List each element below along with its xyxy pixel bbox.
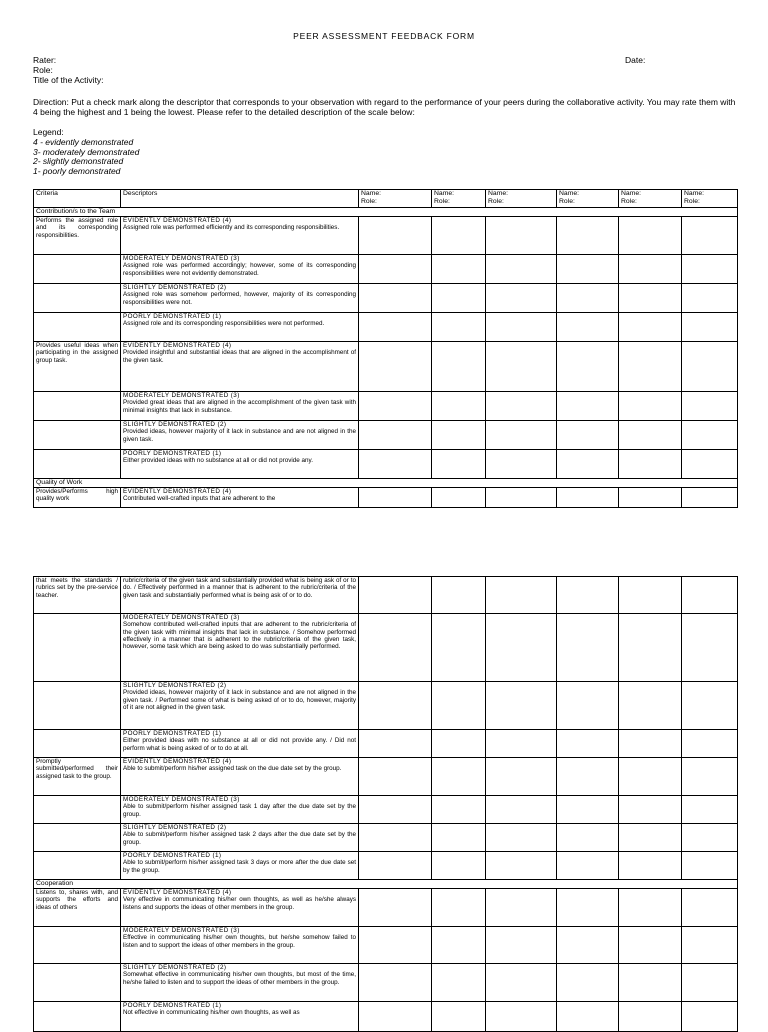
descriptor-cell: SLIGHTLY DEMONSTRATED (2) Somewhat effective in communicating his/her own thoughts, but most of the time, he/she failed to listen and to support the ideas of other members in the group. <box>121 964 359 1002</box>
rating-cell[interactable] <box>682 614 738 682</box>
descriptor-cell: MODERATELY DEMONSTRATED (3) Assigned role was performed accordingly; however, some of its corresponding responsibilities were not evidently demonstrated. <box>121 255 359 284</box>
rating-cell[interactable] <box>682 927 738 964</box>
section-title: Quality of Work <box>34 479 359 488</box>
rating-cell[interactable] <box>486 577 557 614</box>
peer-header: Name: Role: <box>486 190 557 208</box>
rating-cell[interactable] <box>682 964 738 1002</box>
assessment-table-page-1 <box>33 189 738 508</box>
rating-cell[interactable] <box>619 730 682 758</box>
date-label: Date: <box>625 55 646 65</box>
rating-cell[interactable] <box>682 284 738 313</box>
criterion-cell: Performs the assigned role and its corresponding responsibilities. <box>34 217 121 255</box>
descriptor-cell: EVIDENTLY DEMONSTRATED (4) Contributed well-crafted inputs that are adherent to the <box>121 488 359 508</box>
descriptor-cell: POORLY DEMONSTRATED (1) Either provided ideas with no substance at all or did not provide any. <box>121 450 359 479</box>
table-row <box>34 284 738 313</box>
rating-cell[interactable] <box>359 421 432 450</box>
rating-cell[interactable] <box>557 342 619 392</box>
rating-cell[interactable] <box>682 421 738 450</box>
rating-cell[interactable] <box>432 255 486 284</box>
rating-cell[interactable] <box>359 796 432 824</box>
rating-cell[interactable] <box>557 1002 619 1032</box>
rating-cell[interactable] <box>359 217 432 255</box>
rating-cell[interactable] <box>359 255 432 284</box>
rating-cell[interactable] <box>682 255 738 284</box>
rating-cell[interactable] <box>486 964 557 1002</box>
rating-cell[interactable] <box>682 392 738 421</box>
rating-cell[interactable] <box>432 284 486 313</box>
rating-cell[interactable] <box>486 682 557 730</box>
rating-cell[interactable] <box>432 614 486 682</box>
descriptor-cell: EVIDENTLY DEMONSTRATED (4) Very effective in communicating his/her own thoughts, as well as he/she always listens and supports the ideas of other members in the group. <box>121 889 359 927</box>
rating-cell[interactable] <box>432 796 486 824</box>
rating-cell[interactable] <box>359 889 432 927</box>
rating-cell[interactable] <box>486 824 557 852</box>
rating-cell[interactable] <box>557 796 619 824</box>
rating-cell[interactable] <box>359 342 432 392</box>
descriptor-cell: SLIGHTLY DEMONSTRATED (2) Provided ideas, however majority of it lack in substance and are not aligned in the given task. / Performed some of what is being asked of or to do, however, majority of it are not aligned in the given task. <box>121 682 359 730</box>
peer-header: Name: Role: <box>619 190 682 208</box>
rating-cell[interactable] <box>619 488 682 508</box>
rating-cell[interactable] <box>682 682 738 730</box>
section-row <box>34 208 738 217</box>
rating-cell[interactable] <box>557 614 619 682</box>
descriptor-cell: SLIGHTLY DEMONSTRATED (2) Provided ideas, however majority of it lack in substance and are not aligned in the given task. <box>121 421 359 450</box>
peer-header: Name: Role: <box>432 190 486 208</box>
rating-cell[interactable] <box>682 313 738 342</box>
table-header-row <box>34 190 738 208</box>
rating-cell[interactable] <box>486 614 557 682</box>
descriptor-cell: rubric/criteria of the given task and substantially provided what is being ask of or to do. / Effectively performed in a manner that is adherent to the rubric/criteria of the given task and substantially performed what is being ask of or to do. <box>121 577 359 614</box>
rating-cell[interactable] <box>557 730 619 758</box>
rating-cell[interactable] <box>682 450 738 479</box>
rating-cell[interactable] <box>432 450 486 479</box>
role-label: Role: <box>33 65 53 75</box>
rating-cell[interactable] <box>359 758 432 796</box>
peer-header: Name: Role: <box>359 190 432 208</box>
rating-cell[interactable] <box>619 392 682 421</box>
rating-cell[interactable] <box>557 313 619 342</box>
rating-cell[interactable] <box>359 577 432 614</box>
rating-cell[interactable] <box>619 255 682 284</box>
rating-cell[interactable] <box>557 450 619 479</box>
rating-cell[interactable] <box>619 758 682 796</box>
table-row <box>34 255 738 284</box>
rating-cell[interactable] <box>486 889 557 927</box>
rating-cell[interactable] <box>486 852 557 880</box>
rating-cell[interactable] <box>619 927 682 964</box>
rating-cell[interactable] <box>432 577 486 614</box>
table-row <box>34 964 738 1002</box>
criteria-header: Criteria <box>34 190 121 208</box>
criterion-cell: Provides useful ideas when participating in the assigned group task. <box>34 342 121 392</box>
rating-cell[interactable] <box>432 852 486 880</box>
criterion-cell: Promptly submitted/performed their assigned task to the group. <box>34 758 121 796</box>
table-row <box>34 450 738 479</box>
legend-item-4: 4 - evidently demonstrated <box>33 136 134 147</box>
rating-cell[interactable] <box>486 730 557 758</box>
table-row <box>34 889 738 927</box>
table-row <box>34 796 738 824</box>
activity-title-label: Title of the Activity: <box>33 75 104 85</box>
rating-cell[interactable] <box>432 824 486 852</box>
rating-cell[interactable] <box>359 927 432 964</box>
legend-title: Legend: <box>33 127 64 137</box>
criterion-cell: Listens to, shares with, and supports the efforts and ideas of others <box>34 889 121 927</box>
rating-cell[interactable] <box>557 852 619 880</box>
rating-cell[interactable] <box>619 1002 682 1032</box>
rating-cell[interactable] <box>486 284 557 313</box>
rating-cell[interactable] <box>557 255 619 284</box>
table-row <box>34 824 738 852</box>
descriptor-cell: POORLY DEMONSTRATED (1) Able to submit/perform his/her assigned task 3 days or more after the due date set by the group. <box>121 852 359 880</box>
rating-cell[interactable] <box>432 217 486 255</box>
table-row <box>34 392 738 421</box>
rating-cell[interactable] <box>557 217 619 255</box>
legend-item-2: 2- slightly demonstrated <box>33 156 124 167</box>
criterion-cell: that meets the standards / rubrics set by the pre-service teacher. <box>34 577 121 614</box>
rating-cell[interactable] <box>557 964 619 1002</box>
rating-cell[interactable] <box>432 964 486 1002</box>
table-row <box>34 852 738 880</box>
rating-cell[interactable] <box>619 824 682 852</box>
table-row <box>34 614 738 682</box>
rating-cell[interactable] <box>682 488 738 508</box>
table-row <box>34 927 738 964</box>
peer-header: Name: Role: <box>557 190 619 208</box>
rating-cell[interactable] <box>557 889 619 927</box>
rating-cell[interactable] <box>359 1002 432 1032</box>
rating-cell[interactable] <box>682 1002 738 1032</box>
rater-label: Rater: <box>33 55 57 65</box>
rating-cell[interactable] <box>557 421 619 450</box>
rating-cell[interactable] <box>619 421 682 450</box>
descriptor-cell: EVIDENTLY DEMONSTRATED (4) Assigned role was performed efficiently and its corresponding responsibilities. <box>121 217 359 255</box>
rating-cell[interactable] <box>486 450 557 479</box>
rating-cell[interactable] <box>619 614 682 682</box>
legend-item-3: 3- moderately demonstrated <box>33 146 140 157</box>
rating-cell[interactable] <box>557 577 619 614</box>
rating-cell[interactable] <box>359 284 432 313</box>
rating-cell[interactable] <box>432 682 486 730</box>
rating-cell[interactable] <box>486 927 557 964</box>
rating-cell[interactable] <box>557 927 619 964</box>
rating-cell[interactable] <box>486 217 557 255</box>
criterion-cell: Provides/Performs high quality work <box>34 488 121 508</box>
rating-cell[interactable] <box>432 313 486 342</box>
rating-cell[interactable] <box>432 421 486 450</box>
rating-cell[interactable] <box>557 392 619 421</box>
section-row <box>34 479 738 488</box>
rating-cell[interactable] <box>432 889 486 927</box>
descriptor-cell: EVIDENTLY DEMONSTRATED (4) Provided insightful and substantial ideas that are aligned in the accomplishment of the given task. <box>121 342 359 392</box>
rating-cell[interactable] <box>682 217 738 255</box>
rating-cell[interactable] <box>682 889 738 927</box>
peer-header: Name: Role: <box>682 190 738 208</box>
rating-cell[interactable] <box>359 313 432 342</box>
rating-cell[interactable] <box>359 682 432 730</box>
rating-cell[interactable] <box>619 796 682 824</box>
direction-text: Direction: Put a check mark along the descriptor that corresponds to your observation with regard to the performance of your peers during the collaborative activity. You may rate them with 4 being the highest and 1 being the lowest. Please refer to the detailed description of the scale below: <box>33 97 736 117</box>
rating-cell[interactable] <box>359 824 432 852</box>
rating-cell[interactable] <box>359 392 432 421</box>
rating-cell[interactable] <box>486 488 557 508</box>
rating-cell[interactable] <box>359 730 432 758</box>
rating-cell[interactable] <box>682 758 738 796</box>
rating-cell[interactable] <box>619 577 682 614</box>
rating-cell[interactable] <box>486 342 557 392</box>
rating-cell[interactable] <box>557 824 619 852</box>
descriptor-cell: POORLY DEMONSTRATED (1) Either provided ideas with no substance at all or did not provide any. / Did not perform what is being asked of or to do at all. <box>121 730 359 758</box>
table-row <box>34 313 738 342</box>
table-row <box>34 342 738 392</box>
descriptor-cell: MODERATELY DEMONSTRATED (3) Provided great ideas that are aligned in the accomplishment of the given task with minimal insights that lack in substance. <box>121 392 359 421</box>
descriptor-cell: SLIGHTLY DEMONSTRATED (2) Assigned role was somehow performed, however, majority of its corresponding responsibilities were not. <box>121 284 359 313</box>
table-row <box>34 1002 738 1032</box>
rating-cell[interactable] <box>557 758 619 796</box>
rating-cell[interactable] <box>682 852 738 880</box>
rating-cell[interactable] <box>682 796 738 824</box>
rating-cell[interactable] <box>619 284 682 313</box>
rating-cell[interactable] <box>432 927 486 964</box>
rating-cell[interactable] <box>432 342 486 392</box>
rating-cell[interactable] <box>359 488 432 508</box>
rating-cell[interactable] <box>619 450 682 479</box>
rating-cell[interactable] <box>619 342 682 392</box>
table-row <box>34 217 738 255</box>
rating-cell[interactable] <box>557 682 619 730</box>
rating-cell[interactable] <box>619 964 682 1002</box>
descriptor-cell: POORLY DEMONSTRATED (1) Assigned role and its corresponding responsibilities were not performed. <box>121 313 359 342</box>
rating-cell[interactable] <box>682 577 738 614</box>
rating-cell[interactable] <box>557 488 619 508</box>
descriptor-cell: POORLY DEMONSTRATED (1) Not effective in communicating his/her own thoughts, as well as <box>121 1002 359 1032</box>
rating-cell[interactable] <box>432 758 486 796</box>
rating-cell[interactable] <box>557 284 619 313</box>
table-row <box>34 758 738 796</box>
section-title: Contribution/s to the Team <box>34 208 359 217</box>
form-title: PEER ASSESSMENT FEEDBACK FORM <box>293 31 475 41</box>
rating-cell[interactable] <box>619 217 682 255</box>
rating-cell[interactable] <box>359 964 432 1002</box>
descriptor-cell: MODERATELY DEMONSTRATED (3) Effective in communicating his/her own thoughts, but he/she somehow failed to listen and to support the ideas of other members in the group. <box>121 927 359 964</box>
descriptor-cell: SLIGHTLY DEMONSTRATED (2) Able to submit/perform his/her assigned task 2 days after the due date set by the group. <box>121 824 359 852</box>
rating-cell[interactable] <box>486 392 557 421</box>
table-row <box>34 488 738 508</box>
assessment-table-page-2 <box>33 576 738 1032</box>
rating-cell[interactable] <box>682 824 738 852</box>
descriptor-cell: MODERATELY DEMONSTRATED (3) Able to submit/perform his/her assigned task 1 day after the due date set by the group. <box>121 796 359 824</box>
rating-cell[interactable] <box>486 313 557 342</box>
table-row <box>34 730 738 758</box>
rating-cell[interactable] <box>619 682 682 730</box>
rating-cell[interactable] <box>486 796 557 824</box>
descriptors-header: Descriptors <box>121 190 359 208</box>
rating-cell[interactable] <box>619 313 682 342</box>
rating-cell[interactable] <box>432 392 486 421</box>
legend-item-1: 1- poorly demonstrated <box>33 166 121 177</box>
rating-cell[interactable] <box>619 852 682 880</box>
rating-cell[interactable] <box>432 488 486 508</box>
rating-cell[interactable] <box>359 614 432 682</box>
rating-cell[interactable] <box>359 852 432 880</box>
table-row <box>34 577 738 614</box>
descriptor-cell: EVIDENTLY DEMONSTRATED (4) Able to submit/perform his/her assigned task on the due date set by the group. <box>121 758 359 796</box>
section-title: Cooperation <box>34 880 359 889</box>
table-row <box>34 682 738 730</box>
table-row <box>34 421 738 450</box>
rating-cell[interactable] <box>486 421 557 450</box>
rating-cell[interactable] <box>682 342 738 392</box>
rating-cell[interactable] <box>486 1002 557 1032</box>
rating-cell[interactable] <box>682 730 738 758</box>
rating-cell[interactable] <box>359 450 432 479</box>
legend <box>33 128 139 177</box>
rating-cell[interactable] <box>486 255 557 284</box>
rating-cell[interactable] <box>432 730 486 758</box>
rating-cell[interactable] <box>619 889 682 927</box>
rating-cell[interactable] <box>432 1002 486 1032</box>
rating-cell[interactable] <box>486 758 557 796</box>
descriptor-cell: MODERATELY DEMONSTRATED (3) Somehow contributed well-crafted inputs that are adherent to the rubric/criteria of the given task with minimal insights that lack in substance. / Somehow performed effectively in a manner that is adherent to the rubric/criteria of the given task, however, some task which are being asked to do was substantially performed. <box>121 614 359 682</box>
section-row <box>34 880 738 889</box>
